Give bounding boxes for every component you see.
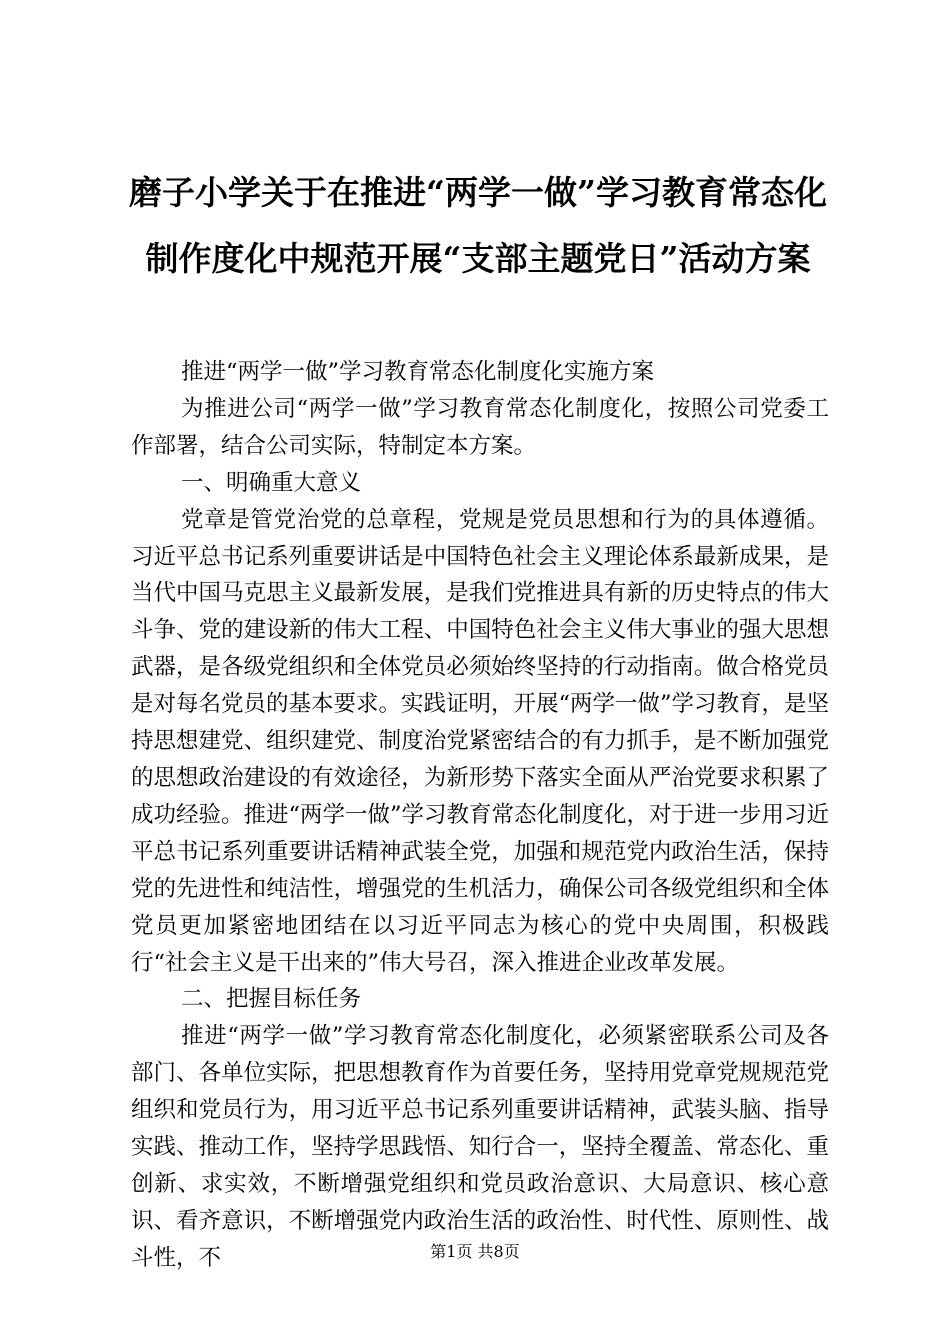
paragraph-subtitle: 推进“两学一做”学习教育常态化制度化实施方案 [181,359,655,385]
document-body [131,354,829,1277]
paragraph-section-2: 推进“两学一做”学习教育常态化制度化，必须紧密联系公司及各部门、各单位实际，把思想教育作为首要任务，坚持用党章党规规范党组织和党员行为，用习近平总书记系列重要讲话精神，武装头脑、指导实践、推动工作，坚持学思践悟、知行合一，坚持全覆盖、常态化、重创新、求实效，不断增强党组织和党员政治意识、大局意识、核心意识、看齐意识，不断增强党内政治生活的政治性、时代性、原则性、战斗性，不 [131,1023,829,1271]
document-title: 磨子小学关于在推进“两学一做”学习教育常态化制作度化中规范开展“支部主题党日”活动方案 [129,173,827,278]
section-heading-1: 一、明确重大意义 [181,469,362,496]
paragraph-section-1: 党章是管党治党的总章程，党规是党员思想和行为的具体遵循。习近平总书记系列重要讲话是中国特色社会主义理论体系最新成果，是当代中国马克思主义最新发展，是我们党推进具有新的历史特点的伟大斗争、党的建设新的伟大工程、中国特色社会主义伟大事业的强大思想武器，是各级党组织和全体党员必须始终坚持的行动指南。做合格党员是对每名党员的基本要求。实践证明，开展“两学一做”学习教育，是坚持思想建党、组织建党、制度治党紧密结合的有力抓手，是不断加强党的思想政治建设的有效途径，为新形势下落实全面从严治党要求积累了成功经验。推进“两学一做”学习教育常态化制度化，对于进一步用习近平总书记系列重要讲话精神武装全党，加强和规范党内政治生活，保持党的先进性和纯洁性，增强党的生机活力，确保公司各级党组织和全体党员更加紧密地团结在以习近平同志为核心的党中央周围，积极践行“社会主义是干出来的”伟大号召，深入推进企业改革发展。 [131,506,830,976]
section-heading-2: 二、把握目标任务 [181,986,362,1013]
paragraph-intro: 为推进公司“两学一做”学习教育常态化制度化，按照公司党委工作部署，结合公司实际，特制定本方案。 [131,395,829,459]
page-number-footer: 第1页 共8页 [430,1242,520,1261]
